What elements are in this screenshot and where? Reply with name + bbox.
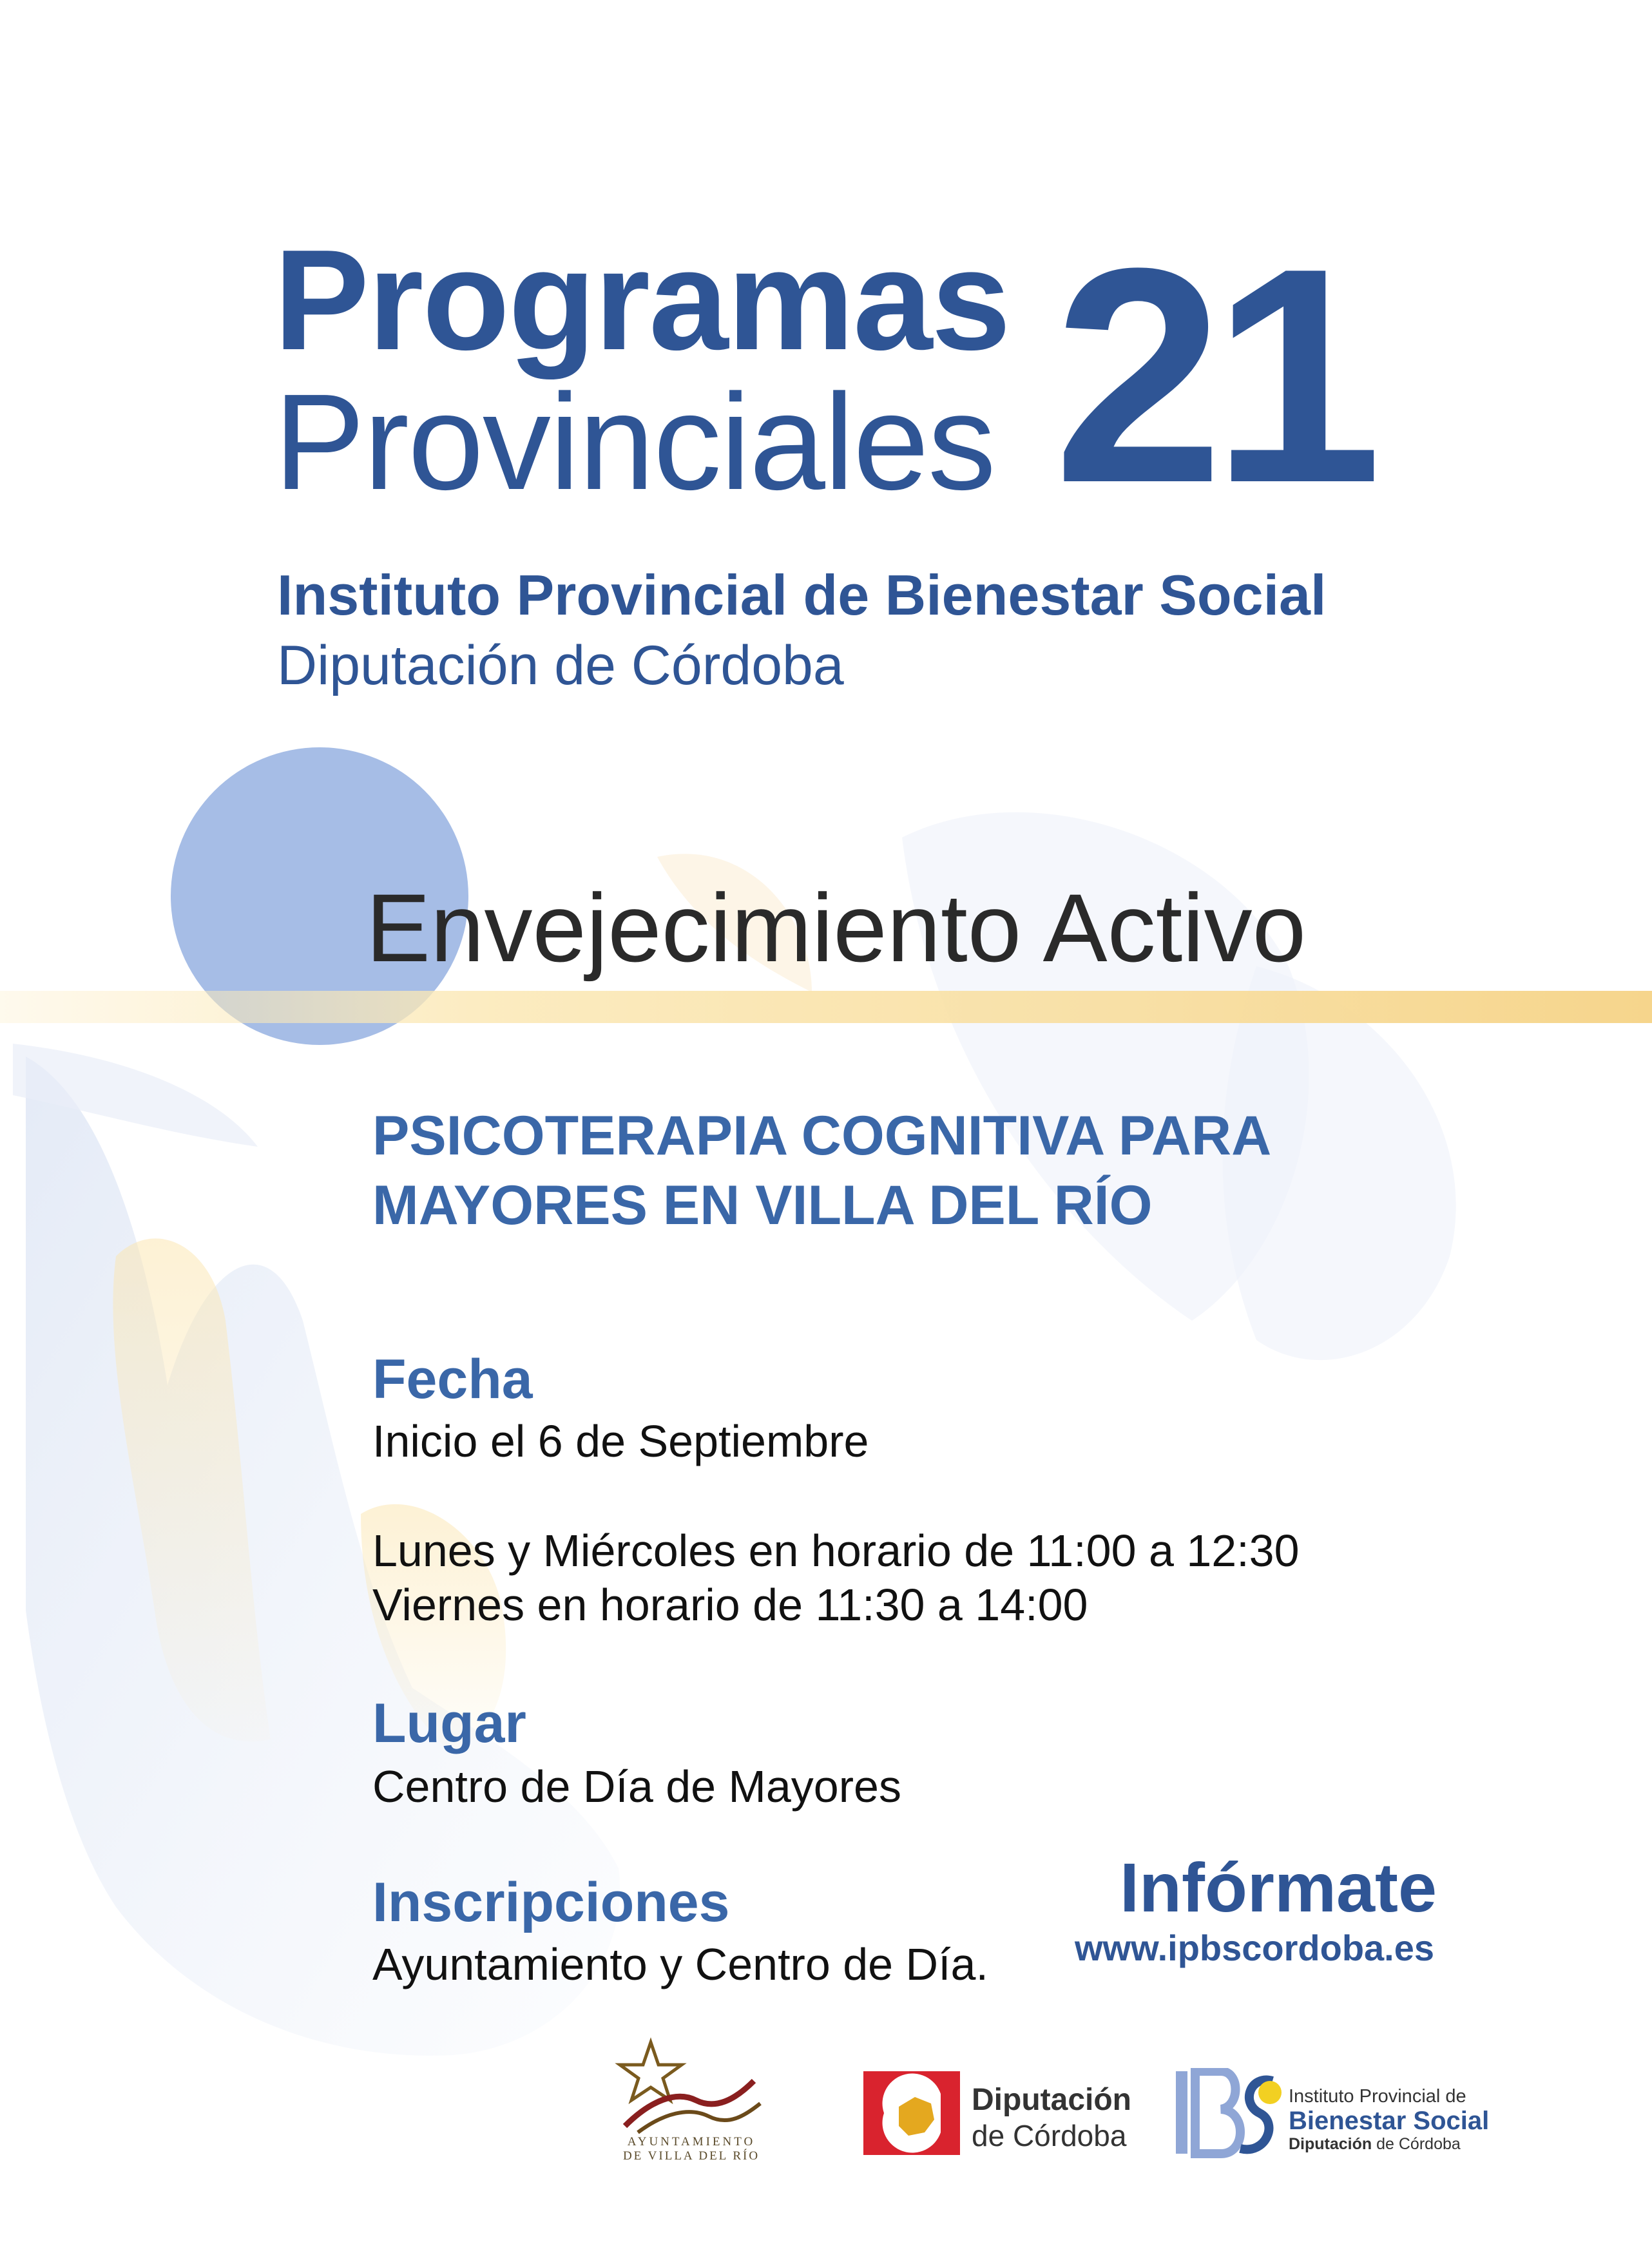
dipu-logo-line2: de Córdoba xyxy=(972,2119,1127,2152)
ipbs-logo xyxy=(1176,2068,1490,2165)
title-provinciales: Provinciales xyxy=(274,365,995,518)
fecha-schedule-2: Viernes en horario de 11:30 a 14:00 xyxy=(372,1580,1088,1630)
decorative-stripe xyxy=(0,991,1652,1023)
lugar-heading: Lugar xyxy=(372,1692,526,1754)
fecha-schedule-1: Lunes y Miércoles en horario de 11:00 a 12:30 xyxy=(372,1526,1300,1576)
ipbs-logo-line2: Bienestar Social xyxy=(1289,2107,1490,2135)
title-number: 21 xyxy=(1053,204,1371,546)
activity-title-line2: MAYORES EN VILLA DEL RÍO xyxy=(372,1174,1153,1236)
activity-title xyxy=(372,1102,1271,1240)
inscripciones-heading: Inscripciones xyxy=(372,1872,730,1933)
activity-title-line1: PSICOTERAPIA COGNITIVA PARA xyxy=(372,1105,1272,1167)
lugar-value: Centro de Día de Mayores xyxy=(372,1761,901,1812)
dipu-logo-line1: Diputación xyxy=(972,2083,1131,2117)
ipbs-logo-line3-rest: de Córdoba xyxy=(1376,2135,1461,2153)
inscripciones-value: Ayuntamiento y Centro de Día. xyxy=(372,1939,988,1989)
villa-logo-line2: DE VILLA DEL RÍO xyxy=(622,2149,760,2163)
program-area-title: Envejecimiento Activo xyxy=(366,874,1307,982)
ipbs-logo-line3 xyxy=(1289,2135,1461,2154)
ipbs-emblem-icon xyxy=(1176,2068,1285,2158)
diputacion-cordoba-logo xyxy=(863,2068,1147,2165)
ipbs-logo-line3-bold: Diputación xyxy=(1289,2135,1372,2153)
villa-del-rio-logo xyxy=(606,2029,773,2165)
villa-logo-line1: AYUNTAMIENTO xyxy=(627,2135,756,2149)
fecha-start: Inicio el 6 de Septiembre xyxy=(372,1416,869,1466)
diputacion-shield-icon xyxy=(863,2068,960,2158)
website-link[interactable]: www.ipbscordoba.es xyxy=(1075,1928,1435,1968)
diputacion-name: Diputación de Córdoba xyxy=(277,635,844,696)
ipbs-logo-line1: Instituto Provincial de xyxy=(1289,2086,1466,2107)
institute-name: Instituto Provincial de Bienestar Social xyxy=(277,563,1327,627)
informate-heading: Infórmate xyxy=(1120,1848,1437,1926)
fecha-heading: Fecha xyxy=(372,1348,533,1410)
title-programas: Programas xyxy=(274,220,1010,380)
